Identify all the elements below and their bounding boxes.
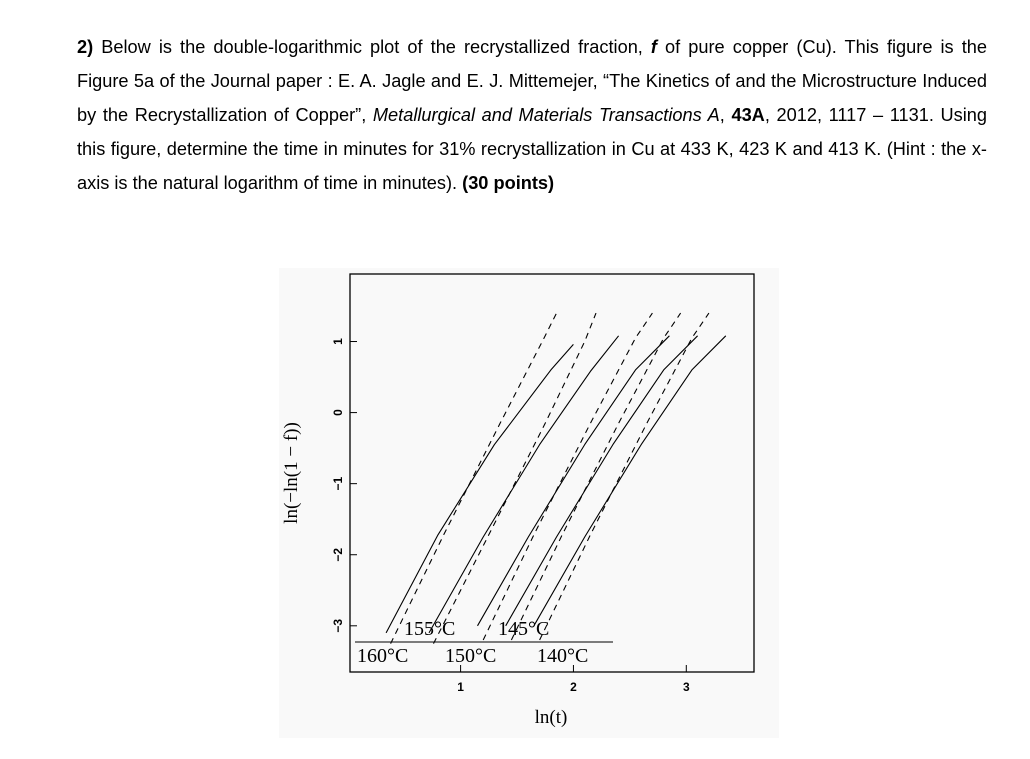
x-axis-label: ln(t) [534, 707, 568, 728]
x-tick-label: 2 [570, 680, 577, 694]
avrami-plot [279, 268, 779, 738]
question-points: (30 points) [462, 173, 555, 193]
question-text [77, 30, 987, 200]
x-tick-label: 3 [682, 680, 690, 694]
f-symbol: f [650, 37, 657, 57]
question-number: 2) [77, 37, 94, 57]
annotation-140C: 140°C [537, 645, 589, 667]
annotation-145C: 145°C [498, 618, 550, 640]
recrystallization-figure [279, 268, 779, 738]
y-tick-label: −2 [331, 547, 345, 562]
journal-name: Metallurgical and Materials Transactions A [372, 105, 720, 125]
annotation-155C: 155°C [404, 618, 456, 640]
y-tick-label: −1 [331, 476, 345, 491]
y-axis-label: ln(−ln(1 − f)) [281, 422, 302, 524]
question-part-4: , 2012, 1117 – 1131. Using this figure, determine the time in minutes for 31% recrystallization in Cu at 433 K, 423 K and 413 K. (Hint : the x-axis is the natural logarithm of time in minutes). [77, 105, 987, 193]
question-part-1: Below is the double-logarithmic plot of the recrystallized fraction, [93, 37, 651, 57]
journal-volume: 43A [731, 105, 765, 125]
x-tick-label: 1 [457, 680, 464, 694]
annotation-160C: 160°C [357, 645, 409, 667]
y-tick-label: 0 [331, 409, 345, 416]
y-tick-label: 1 [331, 338, 345, 345]
question-part-2: of pure copper (Cu). This figure is the Figure 5a of the Journal paper : E. A. Jagle and E. J. Mittemejer, “The Kinetics of and the Microstructure Induced by the Recrystallization of Copper”, [77, 37, 987, 125]
y-tick-label: −3 [331, 618, 345, 633]
question-part-3: , [719, 105, 732, 125]
annotation-150C: 150°C [445, 645, 497, 667]
plot-background [279, 268, 779, 738]
